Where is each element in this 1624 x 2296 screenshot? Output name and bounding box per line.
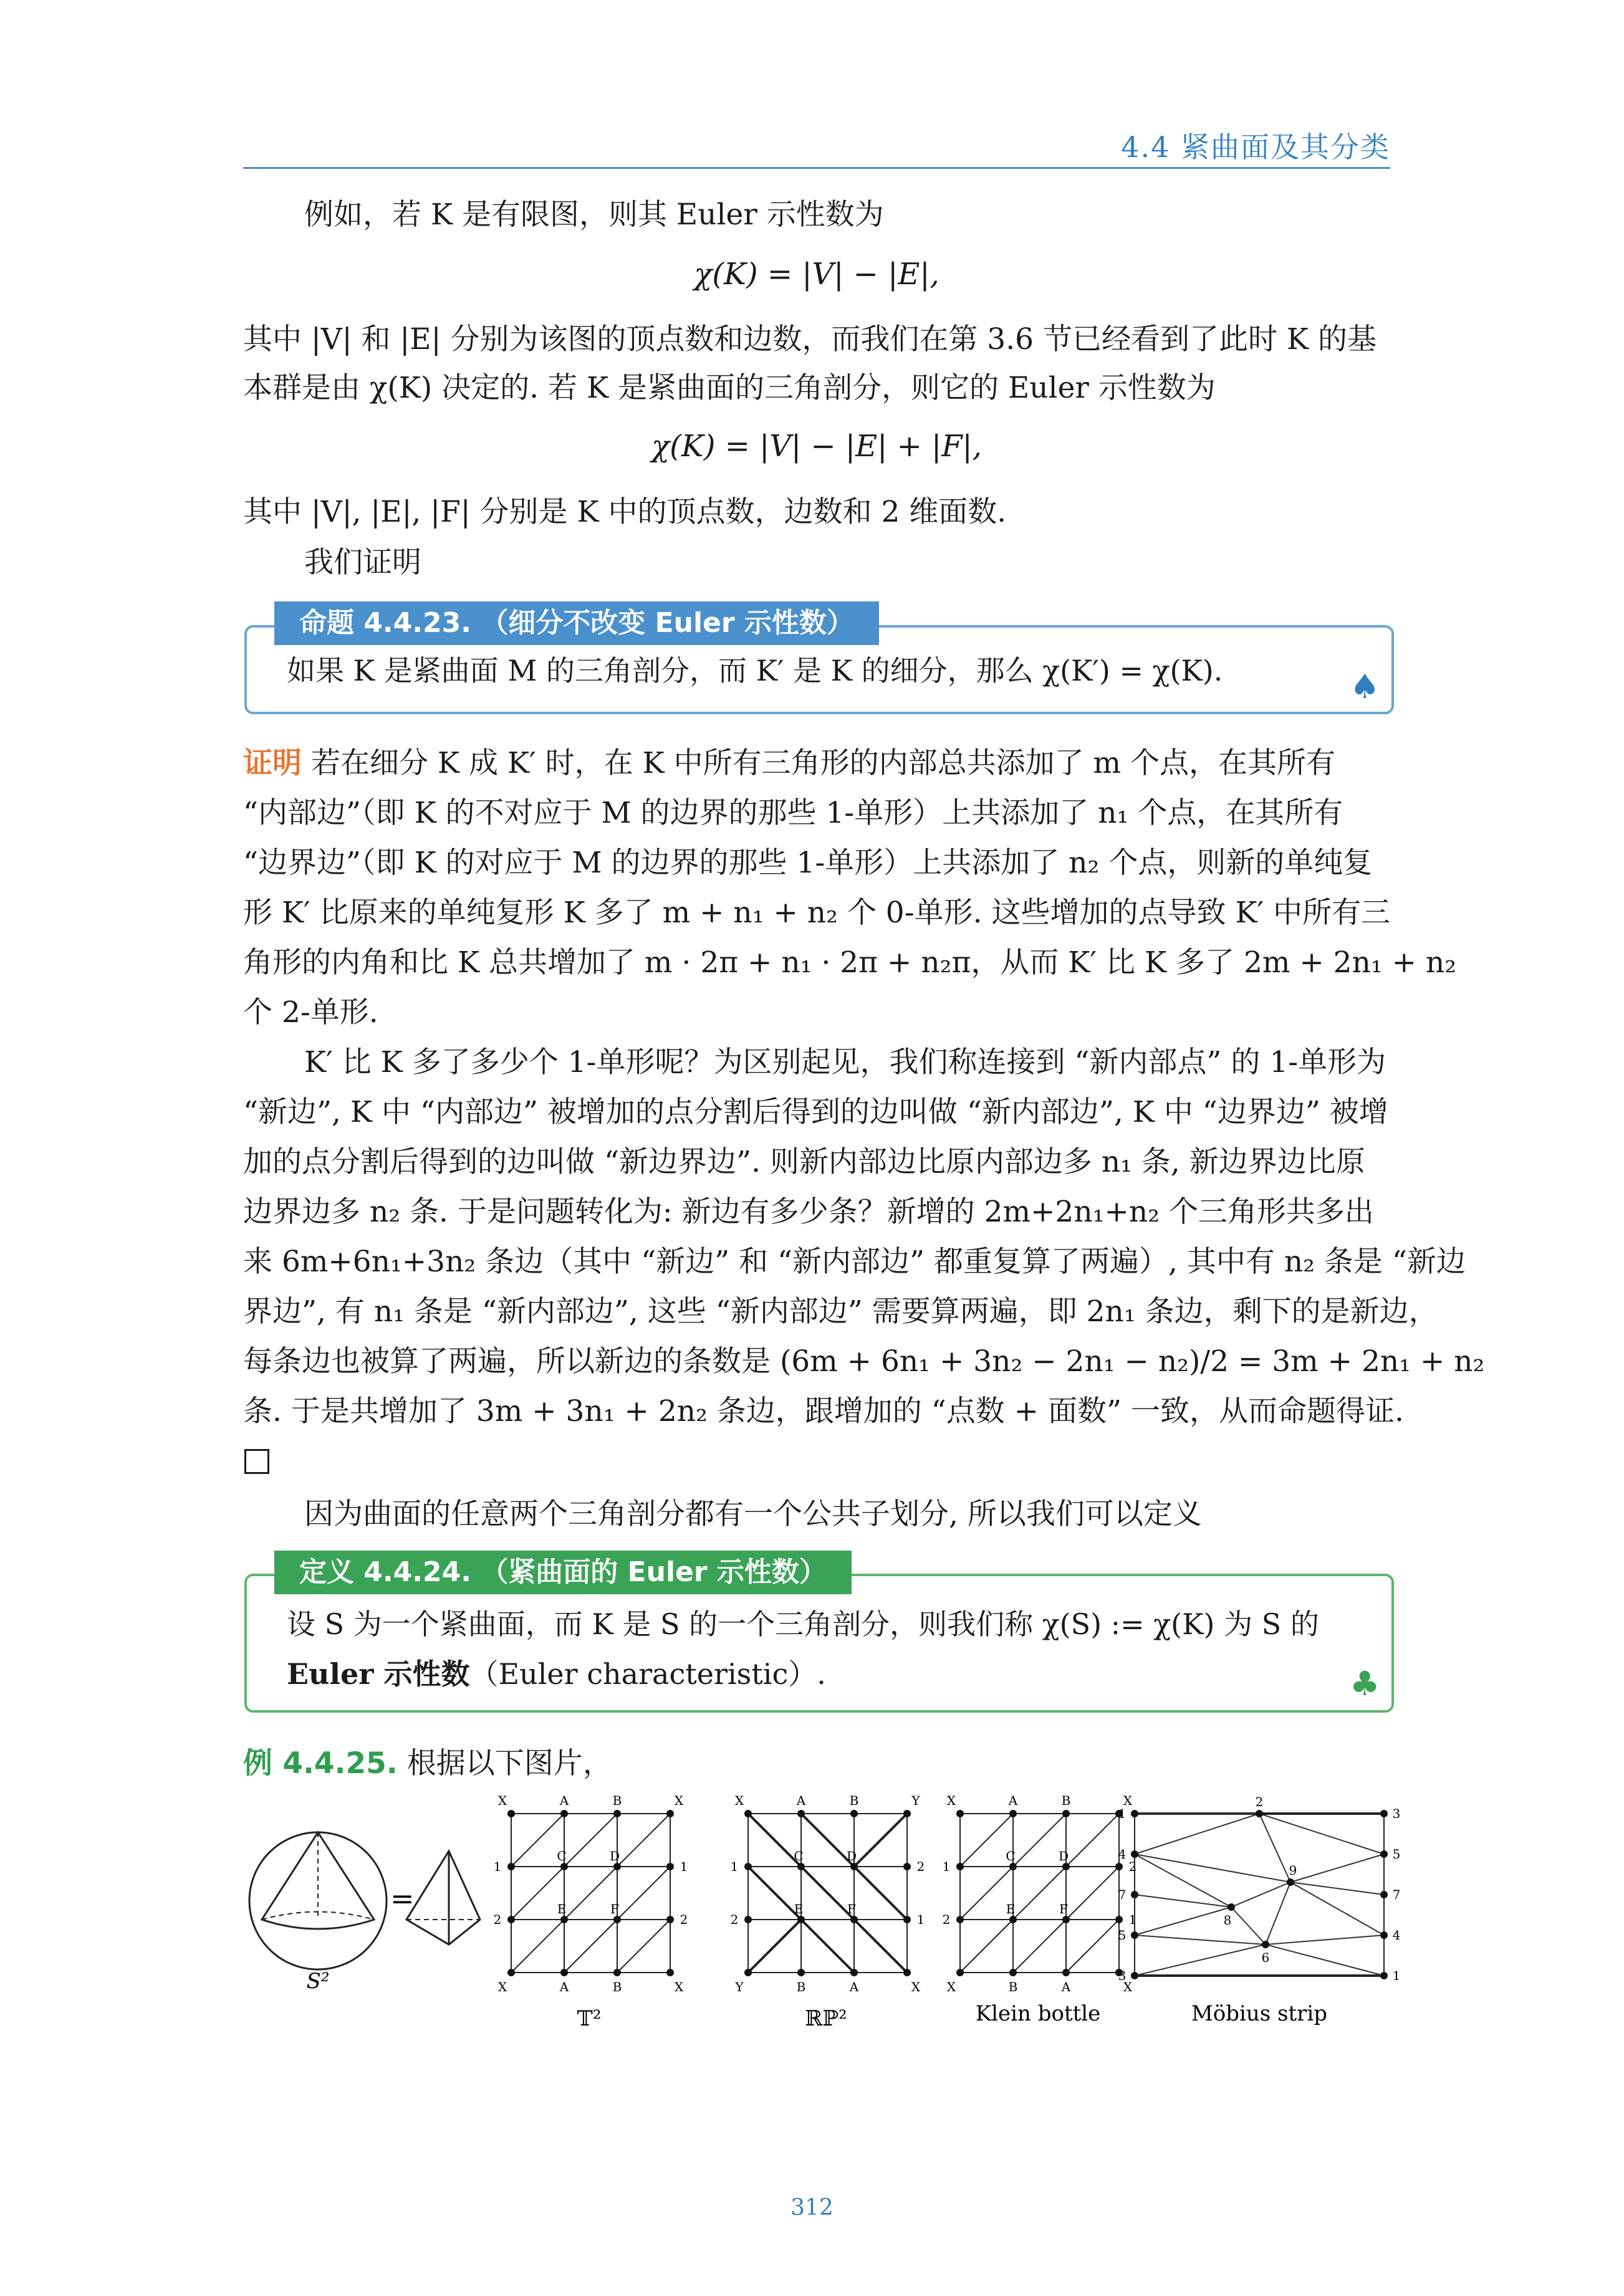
vertex-label: E (557, 1901, 567, 1916)
equals-sign: = (390, 1882, 415, 1915)
paragraph-graph-line1: 其中 |V| 和 |E| 分别为该图的顶点数和边数，而我们在第 3.6 节已经看到了此时 K 的基 (243, 322, 1377, 356)
vertex-dot (903, 1863, 911, 1870)
vertex-label: 7 (1392, 1887, 1401, 1902)
vertex-dot (560, 1810, 568, 1817)
vertex-dot (666, 1969, 674, 1976)
vertex-label: 4 (1118, 1847, 1127, 1862)
vertex-label: 8 (1223, 1913, 1232, 1928)
proof-line-13: 每条边也被算了两遍，所以新边的条数是 (6m + 6n₁ + 3n₂ − 2n₁ − n₂)/2 = 3m + 2n₁ + n₂ (243, 1344, 1485, 1379)
vertex-dot (1131, 1891, 1138, 1898)
vertex-dot (1131, 1972, 1138, 1979)
surface-figures (243, 1793, 1401, 2057)
vertex-label: 1 (493, 1859, 502, 1874)
proof-line-3: “边界边”（即 K 的对应于 M 的边界的那些 1-单形）上共添加了 n₂ 个点，则新的单纯复 (243, 846, 1373, 880)
vertex-label: A (559, 1793, 569, 1808)
vertex-label: 5 (1392, 1847, 1401, 1862)
equation-euler-surface: χ(K) = |V| − |E| + |F|, (651, 429, 982, 464)
definition-title: 定义 4.4.24. （紧曲面的 Euler 示性数） (274, 1551, 852, 1594)
vertex-dot (666, 1863, 674, 1870)
mobius-caption: Möbius strip (1191, 2001, 1328, 2026)
vertex-label: Y (735, 1979, 744, 1994)
vertex-label: X (1123, 1979, 1133, 1994)
diagonal-line (511, 1920, 564, 1973)
definition-term: Euler 示性数 (287, 1657, 470, 1691)
spade-icon: ♠ (1350, 667, 1380, 706)
proposition-title: 命题 4.4.23. （细分不改变 Euler 示性数） (274, 601, 879, 645)
vertex-label: 2 (916, 1859, 925, 1874)
vertex-dot (560, 1863, 568, 1870)
torus-caption: 𝕋² (577, 2006, 602, 2031)
triangulation-edge (1290, 1882, 1384, 1895)
vertex-dot (1009, 1969, 1017, 1976)
triangulation-edge (1135, 1854, 1231, 1907)
diagonal-line (748, 1814, 804, 1867)
diagonal-line (617, 1867, 670, 1920)
vertex-label: X (911, 1979, 921, 1994)
vertex-dot (903, 1810, 911, 1817)
vertex-dot (956, 1916, 964, 1923)
vertex-label: X (946, 1979, 956, 1994)
diagonal-line (1066, 1814, 1119, 1867)
proof-line-12: 界边”, 有 n₁ 条是 “新内部边”, 这些 “新内部边” 需要算两遍，即 2n₁ 条边，剩下的是新边， (243, 1294, 1438, 1329)
vertex-dot (1131, 1931, 1138, 1939)
proof-line-9: 加的点分割后得到的边叫做 “新边界边”. 则新内部边比原内部边多 n₁ 条, 新边界边比原 (243, 1145, 1365, 1179)
vertex-dot (1380, 1810, 1388, 1817)
rp2-figure (731, 1793, 925, 1994)
vertex-dot (797, 1916, 805, 1923)
diagonal-line (854, 1867, 907, 1920)
diagonal-line (1066, 1867, 1119, 1920)
proof-line-14: 条. 于是共增加了 3m + 3n₁ + 2n₂ 条边，跟增加的 “点数 + 面数” 一致，从而命题得证. (243, 1394, 1404, 1428)
vertex-label: F (1059, 1901, 1068, 1916)
triangulation-edge (1135, 1935, 1266, 1944)
triangulation-edge (1290, 1854, 1384, 1882)
vertex-dot (797, 1863, 805, 1870)
vertex-dot (1009, 1863, 1017, 1870)
vertex-label: C (794, 1849, 804, 1863)
proposition-body: 如果 K 是紧曲面 M 的三角剖分，而 K′ 是 K 的细分，那么 χ(K′) = χ(K). (287, 654, 1223, 687)
example-line (243, 1739, 1390, 1789)
vertex-dot (1062, 1916, 1070, 1923)
vertex-dot (1256, 1810, 1263, 1817)
vertex-label: C (557, 1849, 567, 1863)
sphere-caption: S² (306, 1969, 330, 1994)
vertex-dot (956, 1810, 964, 1817)
vertex-dot (1287, 1878, 1294, 1886)
vertex-label: 3 (1118, 1968, 1127, 1983)
triangulation-edge (1135, 1854, 1290, 1882)
vertex-label: B (796, 1979, 806, 1994)
vertex-dot (1131, 1810, 1138, 1817)
vertex-label: 2 (1128, 1859, 1137, 1874)
page-number: 312 (790, 2195, 834, 2221)
proof-line-11: 来 6m+6n₁+3n₂ 条边（其中 “新边” 和 “新内部边” 都重复算了两遍）, 其中有 n₂ 条是 “新边 (243, 1245, 1466, 1279)
vertex-dot (850, 1863, 858, 1870)
vertex-dot (666, 1810, 674, 1817)
vertex-label: B (612, 1979, 622, 1994)
vertex-label: 1 (942, 1859, 951, 1874)
proof-text-1: 若在细分 K 成 K′ 时，在 K 中所有三角形的内部总共添加了 m 个点，在其所有 (310, 746, 1336, 780)
triangulation-edge (1266, 1935, 1384, 1944)
proof-line-2: “内部边”（即 K 的不对应于 M 的边界的那些 1-单形）上共添加了 n₁ 个点，在其所有 (243, 796, 1343, 830)
vertex-dot (613, 1916, 621, 1923)
vertex-label: E (794, 1901, 804, 1916)
vertex-dot (507, 1916, 515, 1923)
vertex-dot (850, 1969, 858, 1976)
vertex-dot (1009, 1916, 1017, 1923)
diagonal-line (854, 1920, 907, 1973)
diagonal-line (960, 1814, 1016, 1867)
vertex-label: E (1006, 1901, 1016, 1916)
proof-line-6: 个 2-单形. (243, 995, 378, 1030)
vertex-label: B (849, 1793, 859, 1808)
vertex-dot (744, 1916, 752, 1923)
vertex-label: Y (911, 1793, 920, 1808)
vertex-label: A (559, 1979, 569, 1994)
vertex-label: B (1061, 1793, 1071, 1808)
vertex-label: 3 (1392, 1806, 1401, 1821)
vertex-label: 1 (730, 1859, 739, 1874)
vertex-dot (507, 1810, 515, 1817)
vertex-label: X (734, 1793, 744, 1808)
vertex-label: F (610, 1901, 619, 1916)
vertex-dot (903, 1969, 911, 1976)
diagonal-line (1066, 1920, 1119, 1973)
vertex-dot (797, 1810, 805, 1817)
diagonal-line (748, 1867, 801, 1920)
paragraph-intro: 例如，若 K 是有限图，则其 Euler 示性数为 (304, 198, 884, 232)
vertex-dot (850, 1916, 858, 1923)
vertex-label: 1 (1128, 1912, 1137, 1927)
vertex-dot (613, 1863, 621, 1870)
paragraph-graph-line2: 本群是由 χ(K) 决定的. 若 K 是紧曲面的三角剖分，则它的 Euler 示性数为 (243, 371, 1216, 405)
vertex-label: B (1008, 1979, 1018, 1994)
vertex-dot (1009, 1810, 1017, 1817)
vertex-dot (744, 1969, 752, 1976)
diagonal-line (511, 1814, 567, 1867)
diagonal-line (748, 1920, 801, 1973)
vertex-label: 1 (916, 1912, 925, 1927)
triangulation-edge (1266, 1944, 1384, 1976)
vertex-label: D (1058, 1849, 1069, 1863)
vertex-dot (666, 1916, 674, 1923)
vertex-label: D (609, 1849, 620, 1863)
proof-line-8: “新边”, K 中 “内部边” 被增加的点分割后得到的边叫做 “新内部边”, K 中 “边界边” 被增 (243, 1095, 1388, 1129)
vertex-label: A (1008, 1793, 1018, 1808)
vertex-dot (560, 1916, 568, 1923)
vertex-dot (1380, 1972, 1388, 1979)
triangulation-edge (1135, 1944, 1266, 1976)
vertex-label: F (847, 1901, 856, 1916)
triangulation-edge (1135, 1895, 1231, 1907)
paragraph-counts: 其中 |V|, |E|, |F| 分别是 K 中的顶点数，边数和 2 维面数. (243, 495, 1007, 529)
club-icon: ♣ (1350, 1664, 1380, 1703)
proof-line-1 (243, 739, 1390, 788)
paragraph-we-prove: 我们证明 (304, 545, 421, 580)
triangulation-edge (1135, 1907, 1231, 1935)
vertex-dot (1062, 1969, 1070, 1976)
vertex-dot (1062, 1863, 1070, 1870)
diagonal-line (564, 1867, 617, 1920)
vertex-dot (1115, 1916, 1123, 1923)
vertex-label: X (946, 1793, 956, 1808)
triangulation-edge (1231, 1907, 1266, 1944)
vertex-dot (507, 1863, 515, 1870)
triangulation-edge (1290, 1882, 1384, 1935)
vertex-label: X (1123, 1793, 1133, 1808)
qed-square-icon (244, 1449, 269, 1474)
vertex-dot (1380, 1891, 1388, 1898)
paragraph-define: 因为曲面的任意两个三角剖分都有一个公共子划分, 所以我们可以定义 (304, 1497, 1202, 1531)
proof-line-7: K′ 比 K 多了多少个 1-单形呢？为区别起见，我们称连接到 “新内部点” 的 1-单形为 (304, 1045, 1386, 1079)
vertex-dot (797, 1969, 805, 1976)
vertex-label: 1 (680, 1859, 688, 1874)
vertex-dot (744, 1863, 752, 1870)
vertex-label: D (846, 1849, 857, 1863)
mobius-strip-figure (1118, 1794, 1401, 1983)
vertex-label: 2 (942, 1912, 951, 1927)
diagonal-line (617, 1920, 670, 1973)
vertex-label: 7 (1118, 1887, 1127, 1902)
vertex-dot (1262, 1941, 1269, 1948)
proof-line-5: 角形的内角和比 K 总共增加了 m · 2π + n₁ · 2π + n₂π，从而 K′ 比 K 多了 2m + 2n₁ + n₂ (243, 945, 1457, 980)
proof-label: 证明 (243, 746, 302, 780)
klein-caption: Klein bottle (975, 2001, 1101, 2026)
vertex-label: A (1061, 1979, 1071, 1994)
vertex-dot (1380, 1931, 1388, 1939)
diagonal-line (511, 1867, 564, 1920)
definition-line-1: 设 S 为一个紧曲面，而 K 是 S 的一个三角剖分，则我们称 χ(S) := χ(K) 为 S 的 (287, 1607, 1319, 1641)
vertex-label: 9 (1289, 1863, 1297, 1878)
vertex-label: A (849, 1979, 859, 1994)
triangulation-edge (1259, 1814, 1290, 1882)
equation-euler-graph: χ(K) = |V| − |E|, (694, 257, 939, 292)
torus-figure (494, 1793, 688, 1994)
triangulation-edge (1259, 1814, 1384, 1854)
definition-term-en: （Euler characteristic）. (469, 1657, 826, 1691)
vertex-dot (1380, 1850, 1388, 1858)
diagonal-line (1013, 1867, 1066, 1920)
vertex-label: 2 (730, 1912, 739, 1927)
vertex-label: X (674, 1979, 684, 1994)
vertex-dot (744, 1810, 752, 1817)
vertex-label: X (497, 1793, 507, 1808)
vertex-label: 2 (680, 1912, 688, 1927)
vertex-label: B (612, 1793, 622, 1808)
vertex-label: 1 (1118, 1806, 1127, 1821)
vertex-dot (850, 1810, 858, 1817)
tetrahedron-figure (406, 1851, 480, 1944)
vertex-label: 2 (493, 1912, 502, 1927)
vertex-dot (613, 1810, 621, 1817)
diagonal-line (854, 1814, 907, 1867)
diagonal-line (960, 1867, 1013, 1920)
diagonal-line (564, 1920, 617, 1973)
running-header (243, 111, 1390, 169)
sphere-figure (249, 1832, 387, 1969)
vertex-label: X (674, 1793, 684, 1808)
vertex-dot (1228, 1903, 1235, 1911)
diagonal-line (617, 1814, 670, 1867)
vertex-label: X (497, 1979, 507, 1994)
vertex-dot (956, 1863, 964, 1870)
proof-line-4: 形 K′ 比原来的单纯复形 K 多了 m + n₁ + n₂ 个 0-单形. 这些增加的点导致 K′ 中所有三 (243, 896, 1391, 930)
example-text: 根据以下图片， (406, 1746, 612, 1781)
vertex-dot (1131, 1850, 1138, 1858)
example-label: 例 4.4.25. (243, 1746, 398, 1781)
vertex-dot (903, 1916, 911, 1923)
vertex-dot (507, 1969, 515, 1976)
definition-line-2 (287, 1652, 826, 1693)
proof-line-10: 边界边多 n₂ 条. 于是问题转化为: 新边有多少条？新增的 2m+2n₁+n₂ 个三角形共多出 (243, 1195, 1374, 1229)
vertex-dot (560, 1969, 568, 1976)
vertex-label: A (796, 1793, 806, 1808)
vertex-dot (613, 1969, 621, 1976)
vertex-label: 2 (1255, 1794, 1264, 1809)
vertex-label: 1 (1392, 1968, 1401, 1983)
diagonal-line (1013, 1920, 1066, 1973)
vertex-label: 5 (1118, 1928, 1127, 1943)
vertex-dot (1115, 1863, 1123, 1870)
vertex-dot (956, 1969, 964, 1976)
diagonal-line (801, 1920, 854, 1973)
klein-bottle-figure (943, 1793, 1137, 1994)
diagonal-line (801, 1867, 854, 1920)
diagonal-line (960, 1920, 1013, 1973)
header-title: 4.4 紧曲面及其分类 (1121, 130, 1390, 164)
triangulation-edge (1135, 1814, 1259, 1854)
vertex-dot (1062, 1810, 1070, 1817)
vertex-label: 6 (1261, 1950, 1270, 1965)
vertex-label: 4 (1392, 1928, 1401, 1943)
rp2-caption: ℝℙ² (805, 2006, 847, 2031)
vertex-label: C (1006, 1849, 1016, 1863)
